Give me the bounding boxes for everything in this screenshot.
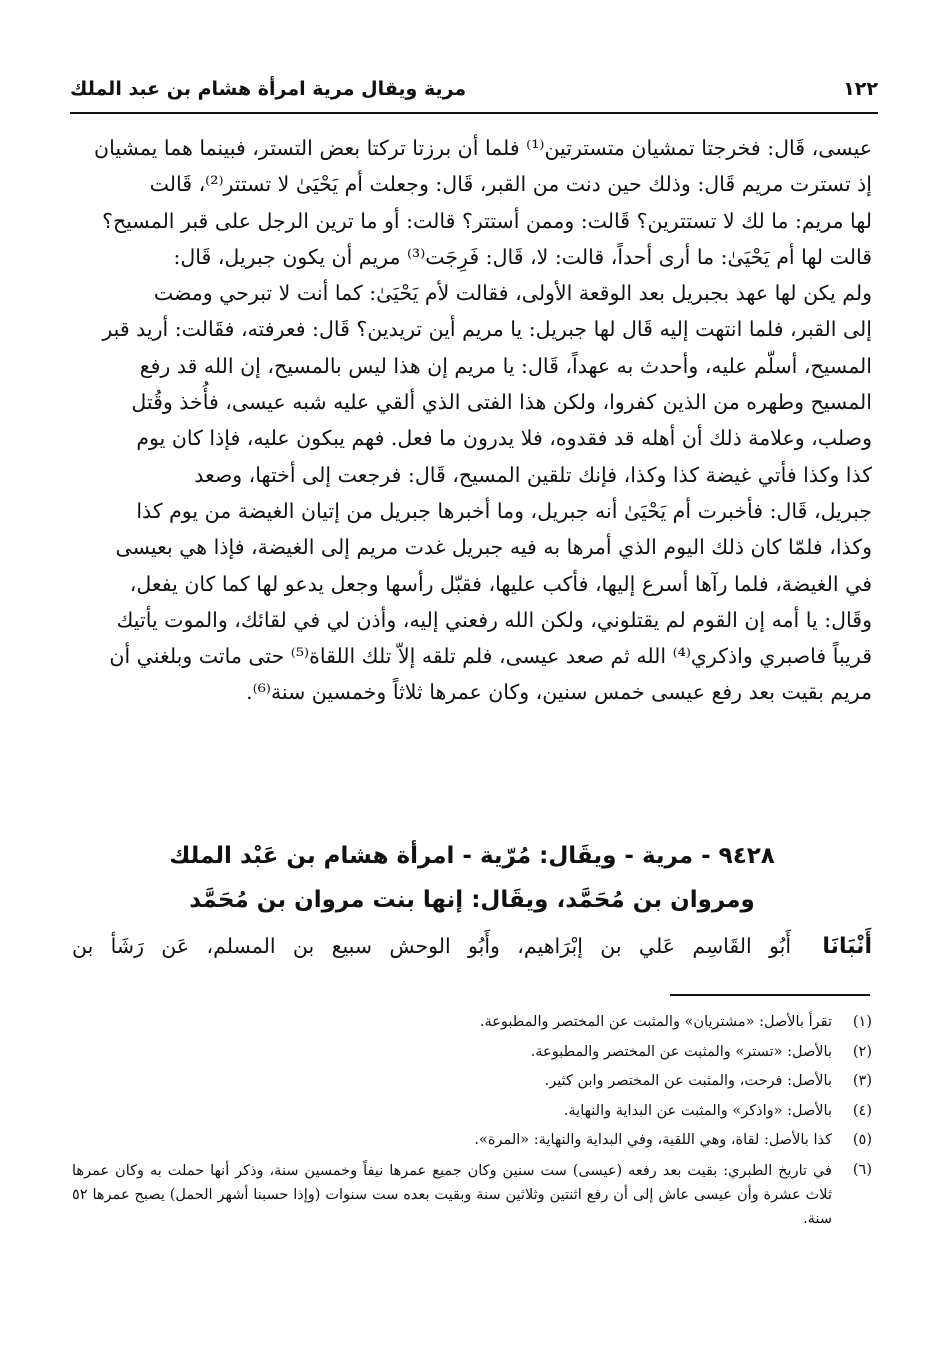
main-text [72,130,872,711]
footnote-number: (٤) [852,1102,872,1119]
footnote-number: (٣) [852,1073,872,1089]
footnote-text: بالأصل: فرحت، والمثبت عن المختصر وابن كثير. [544,1073,832,1089]
text-line: كذا وكذا فأتي غيضة كذا وكذا، فإنك تلقين المسيح، قَال: فرجعت إلى أختها، وصعد [194,462,872,487]
text-line: إذ تسترت مريم قَال: وذلك حين دنت من القبر، قَال: وجعلت أم يَحْيَىٰ لا تستتر⁽²⁾، قَالت [149,172,872,197]
page-header [70,64,878,114]
text-line: في الغيضة، فلما رآها أسرع إليها، فأكب عليها، فقبّل رأسها وجعل يدعو لها كما كان يفعل، [129,571,872,596]
text-line: وقَال: يا أمه إن القوم لم يقتلوني، ولكن الله رفعني إليه، وأذن لي في لقائك، والموت يأتيك [116,607,872,632]
running-title: مرية ويقال مرية امرأة هشام بن عبد الملك [70,78,467,100]
footnote-rule [670,994,870,996]
footnote-item [72,1097,872,1127]
footnote-number: (٥) [852,1132,872,1148]
text-line: لها مريم: ما لك لا تستترين؟ قَالت: وممن أستتر؟ قالت: أو ما ترين الرجل على قبر المسيح؟ [102,208,872,233]
text-line: المسيح، أسلّم عليه، وأحدث به عهداً، قَال: يا مريم إن هذا ليس بالمسيح، إن الله قد رفع [139,353,872,378]
text-line: مريم بقيت بعد رفع عيسى خمس سنين، وكان عمرها ثلاثاً وخمسين سنة⁽⁶⁾. [246,680,872,705]
text-line: المسيح وطهره من الذين كفروا، ولكن هذا الفتى الذي ألقي عليه شبه عيسى، فأُخذ وقُتل [131,390,872,415]
text-line: جبريل، قَال: فأخبرت أم يَحْيَىٰ أنه جبريل، وما أخبرها جبريل من إتيان الغيضة من يوم كذا [136,498,872,523]
isnad-line [72,926,872,967]
text-line: عيسى، قَال: فخرجتا تمشيان متسترتين⁽¹⁾ فلما أن برزتا تركتا بعض التستر، فبينما هما يمشيان [94,136,872,160]
text-line: قريباً فاصبري واذكري⁽⁴⁾ الله ثم صعد عيسى، فلم تلقه إلاّ تلك اللقاة⁽⁵⁾ حتى ماتت وبلغني أن [109,644,872,669]
text-line: ولم يكن لها عهد بجبريل بعد الوقعة الأولى، فقالت لأم يَحْيَىٰ: كما أنت لا تبرحي ومضت [153,281,872,306]
footnote-item [72,1067,872,1097]
footnote-item [72,1156,872,1231]
text-line: إلى القبر، فلما انتهت إليه قَال لها جبريل: يا مريم أين تريدين؟ قَال: فعرفته، فقَالت: أريد قبر [102,317,872,342]
section-heading [72,834,872,922]
footnote-text: كذا بالأصل: لقاة، وهي اللقية، وفي البداية والنهاية: «المرة». [474,1132,832,1148]
text-line: وكذا، فلمّا كان ذلك اليوم الذي أمرها به فيه جبريل غدت مريم إلى الغيضة، فإذا هي بعيسى [115,535,872,560]
footnote-text: بالأصل: «واذكر» والمثبت عن البداية والنهاية. [563,1102,832,1119]
footnote-text: بالأصل: «تستر» والمثبت عن المختصر والمطبوعة. [530,1043,832,1060]
footnote-item [72,1038,872,1068]
page-number: ١٢٢ [843,78,878,100]
footnotes [72,1008,872,1231]
isnad-text: أَبُو القَاسِم عَلي بن إبْرَاهيم، وأَبُو الوحش سبيع بن المسلم، عَن رَشَأ بن [72,934,792,958]
footnote-number: (٢) [852,1043,872,1060]
text-line: قالت لها أم يَحْيَىٰ: ما أرى أحداً، قالت: لا، قَال: فَرِجَت⁽³⁾ مريم أن يكون جبريل، قَال: [173,244,872,269]
footnote-number: (٦) [852,1161,872,1178]
text-line: وصلب، وعلامة ذلك أن أهله قد فقدوه، فلا يدرون ما فعل. فهم يبكون عليه، فإذا كان يوم [136,426,872,451]
isnad-label: أَنْبَانَا [822,934,872,959]
footnote-item [72,1008,872,1038]
header-rule [70,112,878,114]
footnote-number: (١) [852,1014,872,1030]
footnote-text: تقرأ بالأصل: «مشتريان» والمثبت عن المختصر والمطبوعة. [479,1014,832,1030]
footnote-item [72,1126,872,1156]
section-title-line2: ومروان بن مُحَمَّد، ويقَال: إنها بنت مروان بن مُحَمَّد [189,887,755,913]
section-title-line1: ٩٤٢٨ - مرية - ويقَال: مُرّية - امرأة هشام بن عَبْد الملك [169,843,775,869]
footnote-text: في تاريخ الطبري: بقيت بعد رفعه (عيسى) ست سنين وكان جميع عمرها نيفاً وخمسين سنة، وذكر أنها حملت به وكان عمرها ثلاث عشرة وأن عيسى عاش إلى أن رفع اثنتين وثلاثين سنة وبقيت بعده ست سنوات (وإذا حسبنا أشهر الحمل) يصبح عمرها ٥٢ سنة. [72,1162,832,1227]
